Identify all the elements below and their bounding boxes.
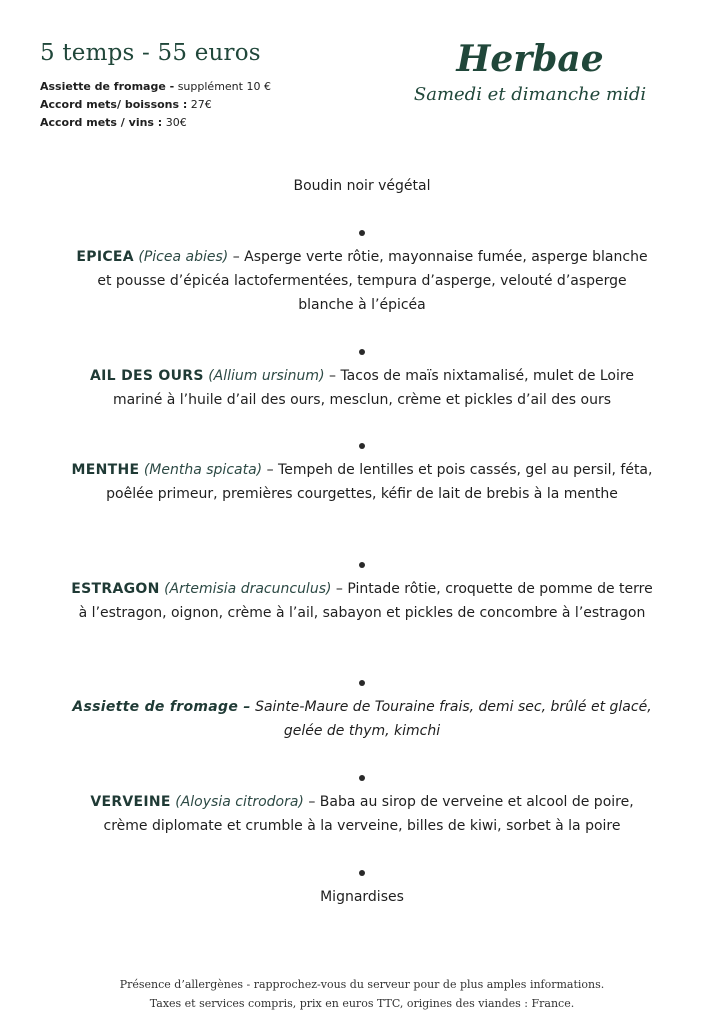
option-wine-value: 30€ xyxy=(165,116,187,129)
course-dash: – xyxy=(324,368,341,384)
course-name: Assiette de fromage – xyxy=(72,699,251,715)
tax-note: Taxes et services compris, prix en euros TTC, origines des viandes : France. xyxy=(149,997,575,1010)
course-description: Sainte-Maure de Touraine frais, demi sec, brûlé et glacé, gelée de thym, kimchi xyxy=(255,699,652,739)
course-name: ESTRAGON xyxy=(71,581,160,597)
separator-dot xyxy=(359,870,365,876)
course-menthe xyxy=(70,458,654,506)
course-dash: – xyxy=(303,794,320,810)
menu-header-left xyxy=(40,40,340,132)
option-cheese-label: Assiette de fromage - xyxy=(40,80,175,93)
option-cheese xyxy=(40,78,340,96)
course-dash: – xyxy=(331,581,348,597)
course-description: Tacos de maïs nixtamalisé, mulet de Loire mariné à l’huile d’ail des ours, mesclun, crème et pickles d’ail des ours xyxy=(112,368,634,408)
option-drinks-pairing xyxy=(40,96,340,114)
restaurant-name: Herbae xyxy=(456,38,604,80)
course-dash: – xyxy=(228,249,245,265)
separator-dot xyxy=(359,562,365,568)
course-cheese-plate xyxy=(70,695,654,743)
course-name: AIL DES OURS xyxy=(90,368,204,384)
course-estragon xyxy=(70,577,654,625)
option-wine-label: Accord mets / vins : xyxy=(40,116,163,129)
separator-dot xyxy=(359,443,365,449)
course-latin: (Picea abies) xyxy=(138,249,229,265)
separator-dot xyxy=(359,680,365,686)
course-ail-des-ours xyxy=(70,364,654,412)
course-description: Asperge verte rôtie, mayonnaise fumée, asperge blanche et pousse d’épicéa lactofermentées, tempura d’asperge, velouté d’asperge blanche à l’épicéa xyxy=(97,249,648,313)
menu-header-right xyxy=(390,36,670,105)
course-latin: (Artemisia dracunculus) xyxy=(164,581,332,597)
course-description: Pintade rôtie, croquette de pomme de terre à l’estragon, oignon, crème à l’ail, sabayon et pickles de concombre à l’estragon xyxy=(78,581,653,621)
course-verveine xyxy=(70,790,654,838)
footer-notes xyxy=(0,975,724,1013)
course-epicea xyxy=(70,245,654,317)
option-drinks-value: 27€ xyxy=(190,98,212,111)
price-title: 5 temps - 55 euros xyxy=(40,40,261,66)
option-wine-pairing xyxy=(40,114,340,132)
course-latin: (Allium ursinum) xyxy=(208,368,325,384)
option-cheese-value: supplément 10 € xyxy=(177,80,271,93)
amuse-bouche: Boudin noir végétal xyxy=(293,178,431,194)
separator-dot xyxy=(359,230,365,236)
course-name: VERVEINE xyxy=(90,794,171,810)
course-latin: (Mentha spicata) xyxy=(143,462,263,478)
menu-subtitle: Samedi et dimanche midi xyxy=(413,84,647,105)
separator-dot xyxy=(359,349,365,355)
course-name: EPICEA xyxy=(76,249,134,265)
option-drinks-label: Accord mets/ boissons : xyxy=(40,98,188,111)
course-description: Baba au sirop de verveine et alcool de poire, crème diplomate et crumble à la verveine, billes de kiwi, sorbet à la poire xyxy=(103,794,634,834)
allergen-note: Présence d’allergènes - rapprochez-vous du serveur pour de plus amples informations. xyxy=(119,978,605,991)
separator-dot xyxy=(359,775,365,781)
course-description: Tempeh de lentilles et pois cassés, gel au persil, féta, poêlée primeur, premières courgettes, kéfir de lait de brebis à la menthe xyxy=(106,462,653,502)
course-latin: (Aloysia citrodora) xyxy=(175,794,304,810)
mignardises: Mignardises xyxy=(320,889,404,905)
course-name: MENTHE xyxy=(71,462,140,478)
course-dash: – xyxy=(262,462,279,478)
